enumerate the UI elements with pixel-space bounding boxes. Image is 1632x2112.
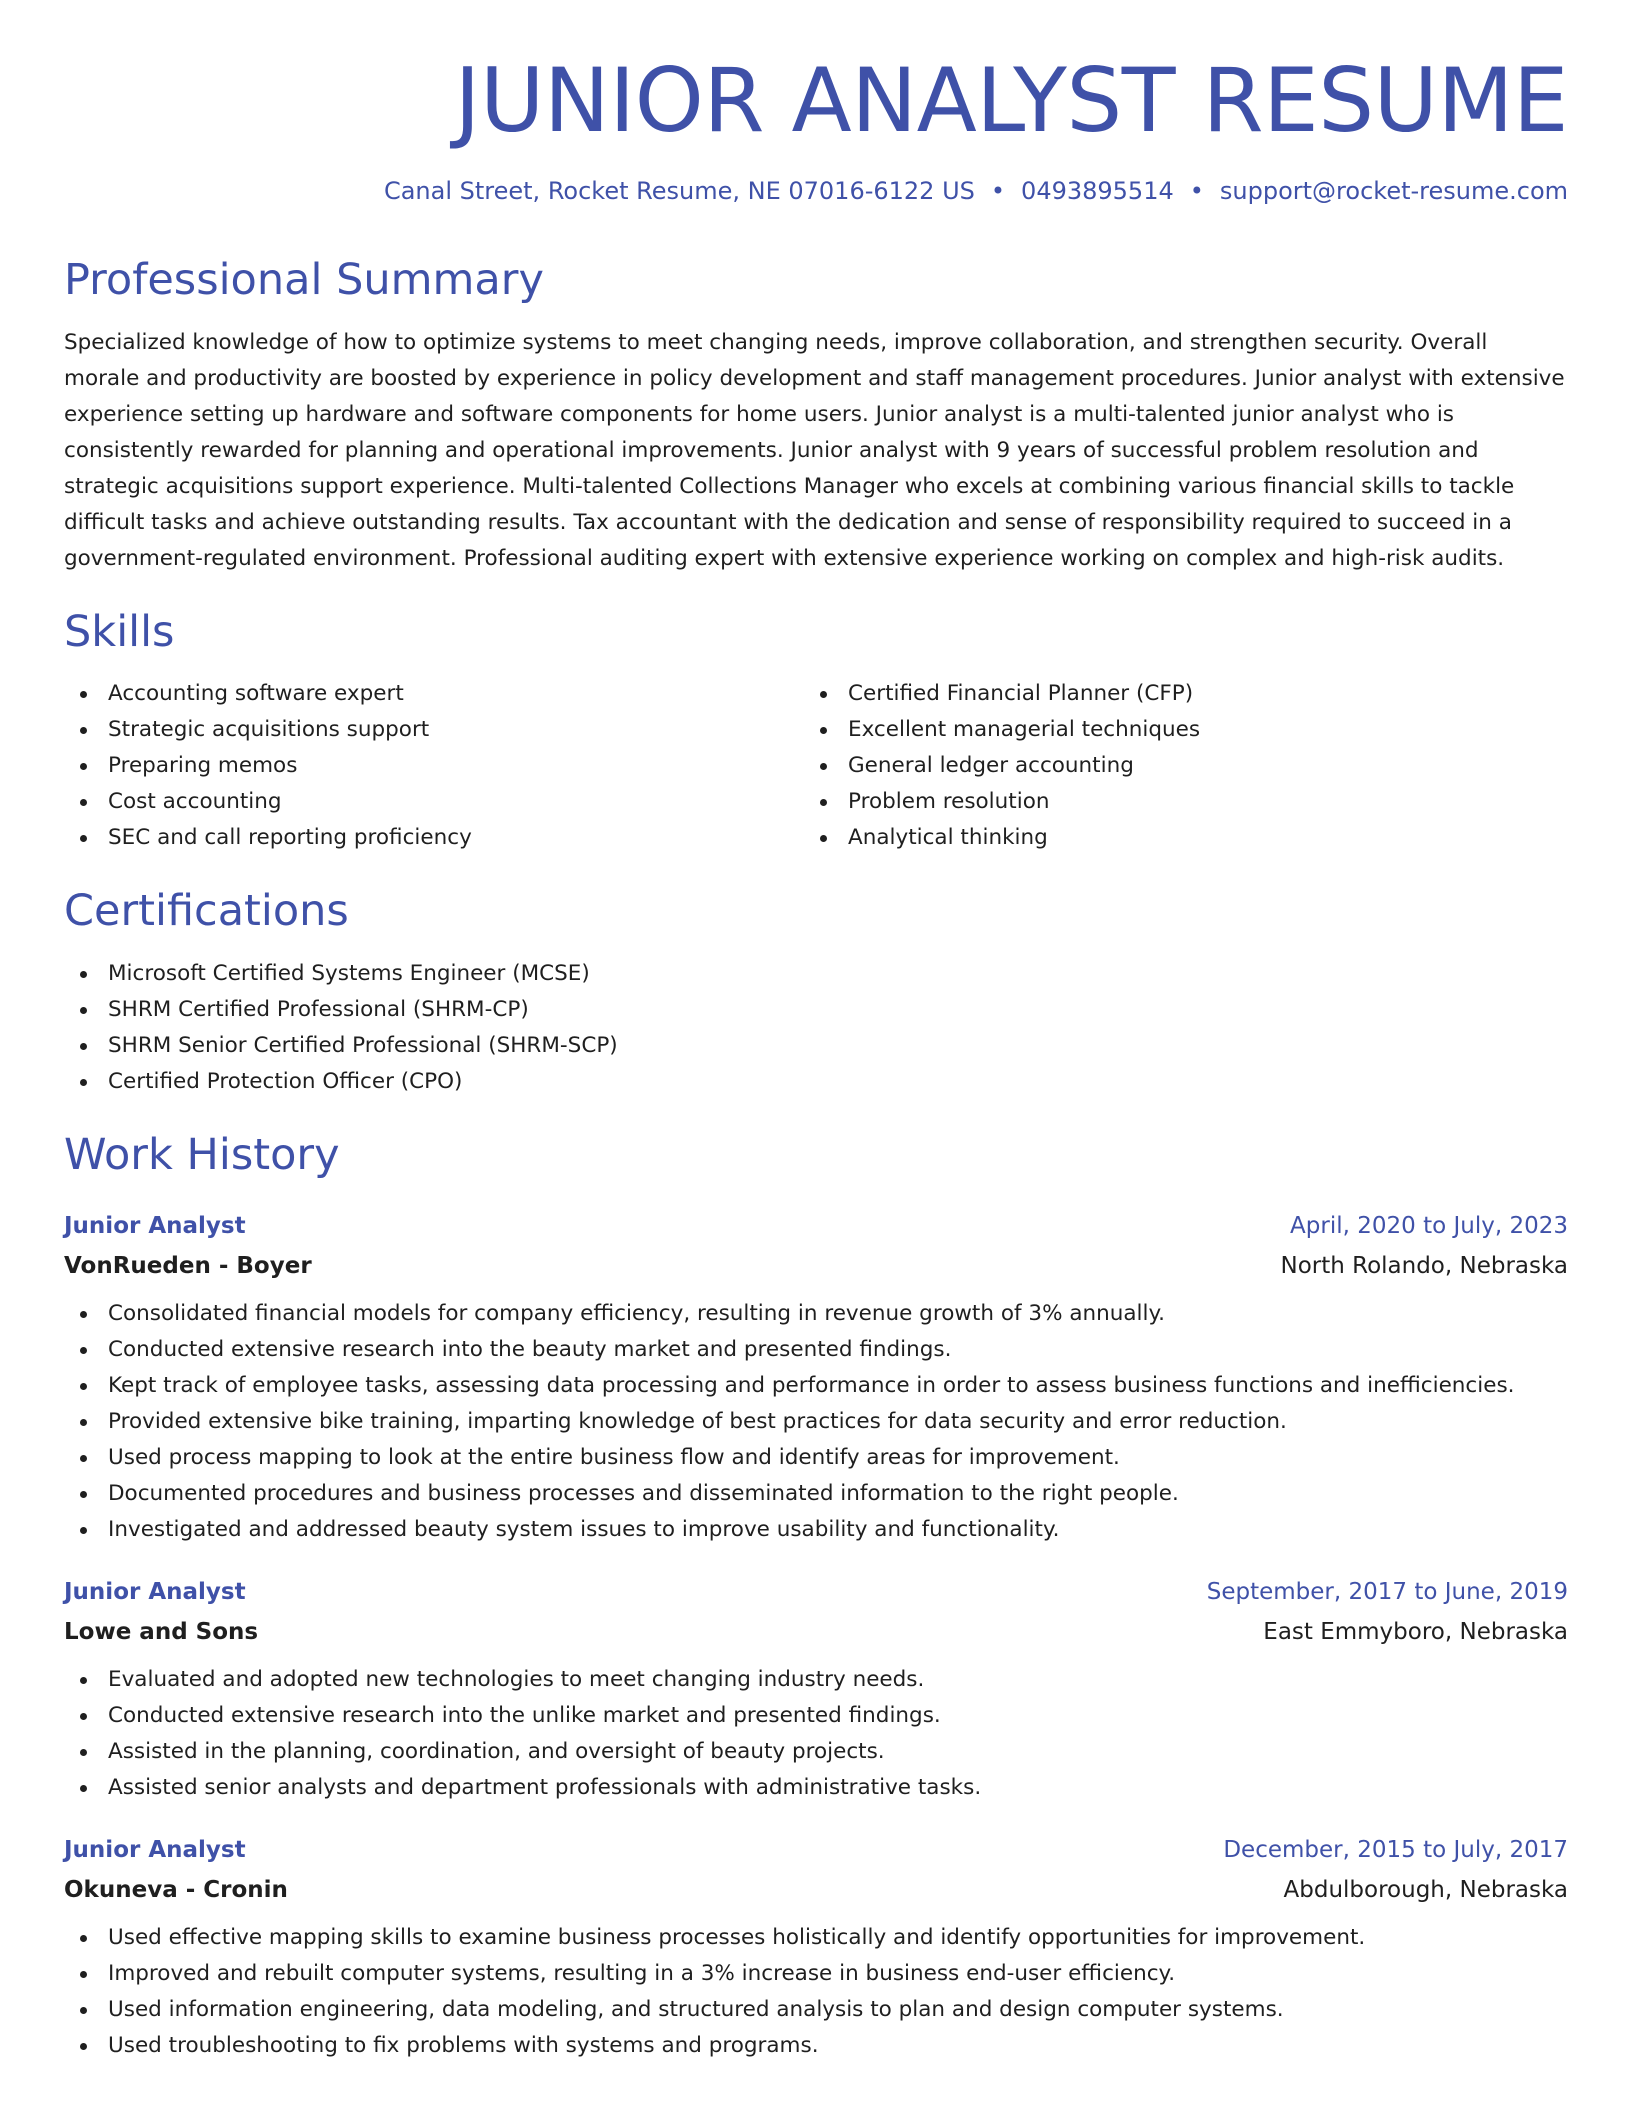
job-subheader [64, 1246, 1568, 1286]
skill-item: Excellent managerial techniques [804, 712, 1544, 748]
job-bullet: Improved and rebuilt computer systems, resulting in a 3% increase in business end-user efficiency. [64, 1956, 1568, 1992]
job-bullets [64, 1296, 1568, 1548]
job-bullet: Investigated and addressed beauty system issues to improve usability and functionality. [64, 1512, 1568, 1548]
skill-item: Certified Financial Planner (CFP) [804, 676, 1544, 712]
job-bullet: Used effective mapping skills to examine business processes holistically and identify opportunities for improvement. [64, 1920, 1568, 1956]
certification-item: SHRM Senior Certified Professional (SHRM-SCP) [64, 1028, 1568, 1064]
job-company: Lowe and Sons [64, 1618, 259, 1645]
job-bullet: Conducted extensive research into the beauty market and presented findings. [64, 1332, 1568, 1368]
job-bullets [64, 1662, 1568, 1806]
certification-item: Microsoft Certified Systems Engineer (MCSE) [64, 956, 1568, 992]
job-title: Junior Analyst [64, 1212, 246, 1239]
contact-phone: 0493895514 [1021, 177, 1174, 206]
job-company: Okuneva - Cronin [64, 1876, 288, 1903]
certification-item: SHRM Certified Professional (SHRM-CP) [64, 992, 1568, 1028]
certifications-list [64, 956, 1568, 1100]
job-bullet: Conducted extensive research into the unlike market and presented findings. [64, 1698, 1568, 1734]
job-bullet: Used troubleshooting to fix problems with systems and programs. [64, 2028, 1568, 2064]
job-entry [64, 1830, 1568, 2064]
resume-title: JUNIOR ANALYST RESUME [454, 49, 1568, 152]
job-bullet: Documented procedures and business processes and disseminated information to the right people. [64, 1476, 1568, 1512]
skill-item: Accounting software expert [64, 676, 804, 712]
job-entry [64, 1206, 1568, 1548]
job-location: East Emmyboro, Nebraska [1263, 1618, 1568, 1645]
job-location: Abdulborough, Nebraska [1283, 1876, 1568, 1903]
job-bullet: Kept track of employee tasks, assessing data processing and performance in order to assess business functions and inefficiencies. [64, 1368, 1568, 1404]
contact-email[interactable]: support@rocket-resume.com [1219, 177, 1568, 206]
skill-item: Problem resolution [804, 784, 1544, 820]
job-entry [64, 1572, 1568, 1806]
job-subheader [64, 1870, 1568, 1910]
skill-item: Preparing memos [64, 748, 804, 784]
certification-item: Certified Protection Officer (CPO) [64, 1064, 1568, 1100]
skill-item: Analytical thinking [804, 820, 1544, 856]
job-subheader [64, 1612, 1568, 1652]
job-bullet: Used information engineering, data modeling, and structured analysis to plan and design computer systems. [64, 1992, 1568, 2028]
skills-list [64, 676, 1568, 856]
skills-heading: Skills [64, 606, 175, 657]
job-bullet: Assisted senior analysts and department professionals with administrative tasks. [64, 1770, 1568, 1806]
summary-text: Specialized knowledge of how to optimize systems to meet changing needs, improve collaboration, and strengthen security. Overall morale and productivity are boosted by experience in policy development and staff management procedures. Junior analyst with extensive experience setting up hardware and software components for home users. Junior analyst is a multi-talented junior analyst who is consistently rewarded for planning and operational improvements. Junior analyst with 9 years of successful problem resolution and strategic acquisitions support experience. Multi-talented Collections Manager who excels at combining various financial skills to tackle difficult tasks and achieve outstanding results. Tax accountant with the dedication and sense of responsibility required to succeed in a government-regulated environment. Professional auditing expert with extensive experience working on complex and high-risk audits. [64, 329, 1565, 571]
skill-item: SEC and call reporting proficiency [64, 820, 804, 856]
contact-separator: • [1189, 177, 1204, 206]
summary-heading: Professional Summary [64, 255, 544, 306]
job-bullet: Provided extensive bike training, imparting knowledge of best practices for data security and error reduction. [64, 1404, 1568, 1440]
job-bullet: Assisted in the planning, coordination, and oversight of beauty projects. [64, 1734, 1568, 1770]
skill-item: General ledger accounting [804, 748, 1544, 784]
contact-address: Canal Street, Rocket Resume, NE 07016-6122 US [383, 177, 975, 206]
job-location: North Rolando, Nebraska [1280, 1252, 1568, 1279]
job-bullet: Evaluated and adopted new technologies to meet changing industry needs. [64, 1662, 1568, 1698]
job-header [64, 1572, 1568, 1612]
work-history-heading: Work History [64, 1129, 340, 1180]
skills-column-right [804, 676, 1544, 856]
job-bullet: Consolidated financial models for company efficiency, resulting in revenue growth of 3% annually. [64, 1296, 1568, 1332]
job-title: Junior Analyst [64, 1836, 246, 1863]
certifications-heading: Certifications [64, 886, 349, 937]
job-dates: September, 2017 to June, 2019 [1206, 1578, 1568, 1605]
job-bullet: Used process mapping to look at the entire business flow and identify areas for improvement. [64, 1440, 1568, 1476]
job-dates: December, 2015 to July, 2017 [1223, 1836, 1568, 1863]
contact-separator: • [990, 177, 1006, 206]
job-title: Junior Analyst [64, 1578, 246, 1605]
skill-item: Strategic acquisitions support [64, 712, 804, 748]
job-company: VonRueden - Boyer [64, 1252, 312, 1279]
contact-line [64, 177, 1568, 205]
job-dates: April, 2020 to July, 2023 [1290, 1212, 1568, 1239]
job-header [64, 1206, 1568, 1246]
skills-column-left [64, 676, 804, 856]
job-header [64, 1830, 1568, 1870]
skill-item: Cost accounting [64, 784, 804, 820]
job-bullets [64, 1920, 1568, 2064]
